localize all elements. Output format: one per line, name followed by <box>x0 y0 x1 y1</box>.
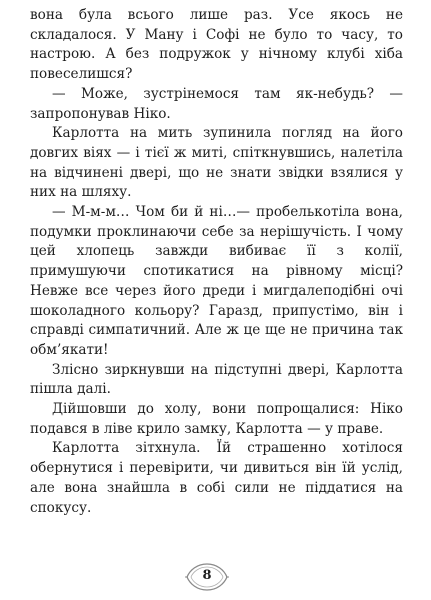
paragraph-4: — М-м-м… Чом би й ні…— пробелькотіла вона, подумки проклинаючи себе за нерішучість. І чому цей хлопець завжди вибиває її з колії, примушуючи спотикатися на рівному місці? Невже все через його дреди і мигдалеподібні очі шоколадного кольору? Гаразд, припустімо, він і справді симпатичний. Але ж це ще не причина так обм’якати! <box>30 204 403 358</box>
paragraph-5: Злісно зиркнувши на підступні двері, Карлотта пішла далі. <box>30 361 403 398</box>
paragraph-2: — Може, зустрінемося там як-небудь? — запропонував Ніко. <box>30 85 403 122</box>
page-number: 8 <box>202 568 212 583</box>
page-number-badge <box>184 562 230 592</box>
paragraph-7: Карлотта зітхнула. Їй страшенно хотілося обернутися і перевірити, чи дивиться він їй услід, але вона знайшла в собі сили не піддатися на спокусу. <box>30 440 403 516</box>
paragraph-6: Дійшовши до холу, вони попрощалися: Ніко подався в ліве крило замку, Карлотта — у праве. <box>30 401 403 437</box>
paragraph-3: Карлотта на мить зупинила погляд на його довгих віях — і тієї ж миті, спіткнувшись, налетіла на відчинені двері, що не знати звідки взялися у них на шляху. <box>30 125 403 201</box>
body-text <box>30 6 403 518</box>
paragraph-1: вона була всього лише раз. Усе якось не складалося. У Ману і Софі не було то часу, то настрою. А без подружок у нічному клубі хіба повеселишся? <box>30 7 403 83</box>
